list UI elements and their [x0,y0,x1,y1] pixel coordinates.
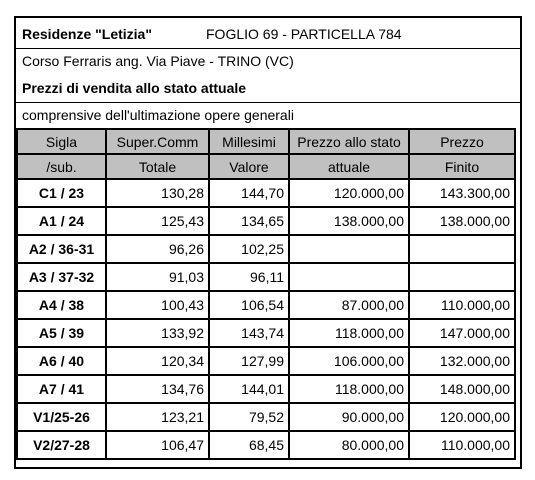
table-row [17,431,515,459]
column-header: /sub. [17,154,106,179]
column-header: attuale [289,154,409,179]
value-cell: 143,74 [209,319,289,347]
value-cell: 127,99 [209,347,289,375]
column-header: Totale [106,154,209,179]
value-cell: 110.000,00 [409,431,515,459]
value-cell: 118.000,00 [289,375,409,403]
unit-code-cell: C1 / 23 [17,179,106,207]
value-cell: 106,54 [209,291,289,319]
table-row [17,263,515,291]
unit-code-cell: A2 / 36-31 [17,235,106,263]
value-cell: 110.000,00 [409,291,515,319]
value-cell: 147.000,00 [409,319,515,347]
value-cell: 120.000,00 [409,403,515,431]
value-cell: 106.000,00 [289,347,409,375]
column-header: Millesimi [209,129,289,154]
value-cell: 96,11 [209,263,289,291]
value-cell: 144,70 [209,179,289,207]
value-cell [409,235,515,263]
value-cell: 133,92 [106,319,209,347]
value-cell: 100,43 [106,291,209,319]
price-table [16,128,516,460]
column-header: Sigla [17,129,106,154]
subtitle: Prezzi di vendita allo stato attuale [22,80,247,96]
value-cell: 120.000,00 [289,179,409,207]
value-cell: 118.000,00 [289,319,409,347]
value-cell: 90.000,00 [289,403,409,431]
value-cell: 91,03 [106,263,209,291]
value-cell: 138.000,00 [289,207,409,235]
value-cell: 143.300,00 [409,179,515,207]
value-cell: 125,43 [106,207,209,235]
unit-code-cell: V2/27-28 [17,431,106,459]
value-cell [409,263,515,291]
table-row [17,179,515,207]
header-row [17,129,515,154]
column-header: Prezzo [409,129,515,154]
table-row [17,347,515,375]
value-cell: 134,65 [209,207,289,235]
value-cell: 102,25 [209,235,289,263]
price-sheet [14,16,522,469]
value-cell: 120,34 [106,347,209,375]
value-cell [289,263,409,291]
unit-code-cell: A5 / 39 [17,319,106,347]
table-row [17,291,515,319]
header-row [17,154,515,179]
value-cell: 80.000,00 [289,431,409,459]
table-row [17,235,515,263]
value-cell: 123,21 [106,403,209,431]
value-cell: 87.000,00 [289,291,409,319]
unit-code-cell: A4 / 38 [17,291,106,319]
unit-code-cell: A1 / 24 [17,207,106,235]
note: comprensive dell'ultimazione opere generali [22,107,294,123]
column-header: Super.Comm [106,129,209,154]
value-cell: 132.000,00 [409,347,515,375]
value-cell: 68,45 [209,431,289,459]
column-header: Finito [409,154,515,179]
unit-code-cell: V1/25-26 [17,403,106,431]
value-cell: 130,28 [106,179,209,207]
building-title: Residenze "Letizia" [22,26,152,42]
value-cell: 138.000,00 [409,207,515,235]
value-cell: 134,76 [106,375,209,403]
divider [16,102,520,103]
value-cell [289,235,409,263]
table-row [17,319,515,347]
table-row [17,207,515,235]
foglio-particella: FOGLIO 69 - PARTICELLA 784 [206,26,402,42]
column-header: Prezzo allo stato [289,129,409,154]
unit-code-cell: A6 / 40 [17,347,106,375]
address: Corso Ferraris ang. Via Piave - TRINO (VC) [22,53,294,69]
value-cell: 106,47 [106,431,209,459]
table-row [17,403,515,431]
table-row [17,375,515,403]
unit-code-cell: A7 / 41 [17,375,106,403]
value-cell: 96,26 [106,235,209,263]
unit-code-cell: A3 / 37-32 [17,263,106,291]
value-cell: 79,52 [209,403,289,431]
divider [16,48,520,49]
column-header: Valore [209,154,289,179]
value-cell: 148.000,00 [409,375,515,403]
value-cell: 144,01 [209,375,289,403]
